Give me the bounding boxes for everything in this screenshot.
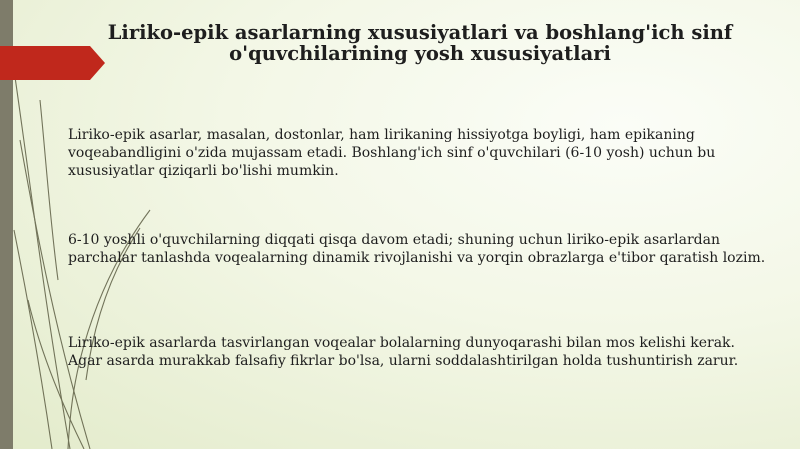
paragraph-2: 6-10 yoshli o'quvchilarning diqqati qisqa davom etadi; shuning uchun liriko-epik asarlardan parchalar tanlashda voqealarning dinamik rivojlanishi va yorqin obrazlarga e'tibor qaratish lozim. [68, 232, 766, 266]
paragraph-3: Liriko-epik asarlarda tasvirlangan voqealar bolalarning dunyoqarashi bilan mos kelishi kerak. Agar asarda murakkab falsafiy fikrlar bo'lsa, ularni soddalashtirilgan holda tushuntirish zarur. [68, 335, 739, 369]
red-arrow-icon [0, 46, 106, 80]
paragraph-1: Liriko-epik asarlar, masalan, dostonlar, ham lirikaning hissiyotga boyligi, ham epikaning voqeabandligini o'zida mujassam etadi. Boshlang'ich sinf o'quvchilari (6-10 yosh) uchun bu xususiyatlar qiziqarli bo'lishi mumkin. [68, 127, 716, 179]
slide-title: Liriko-epik asarlarning xususiyatlari va boshlang'ich sinf o'quvchilarining yosh xususiyatlari [107, 21, 733, 65]
